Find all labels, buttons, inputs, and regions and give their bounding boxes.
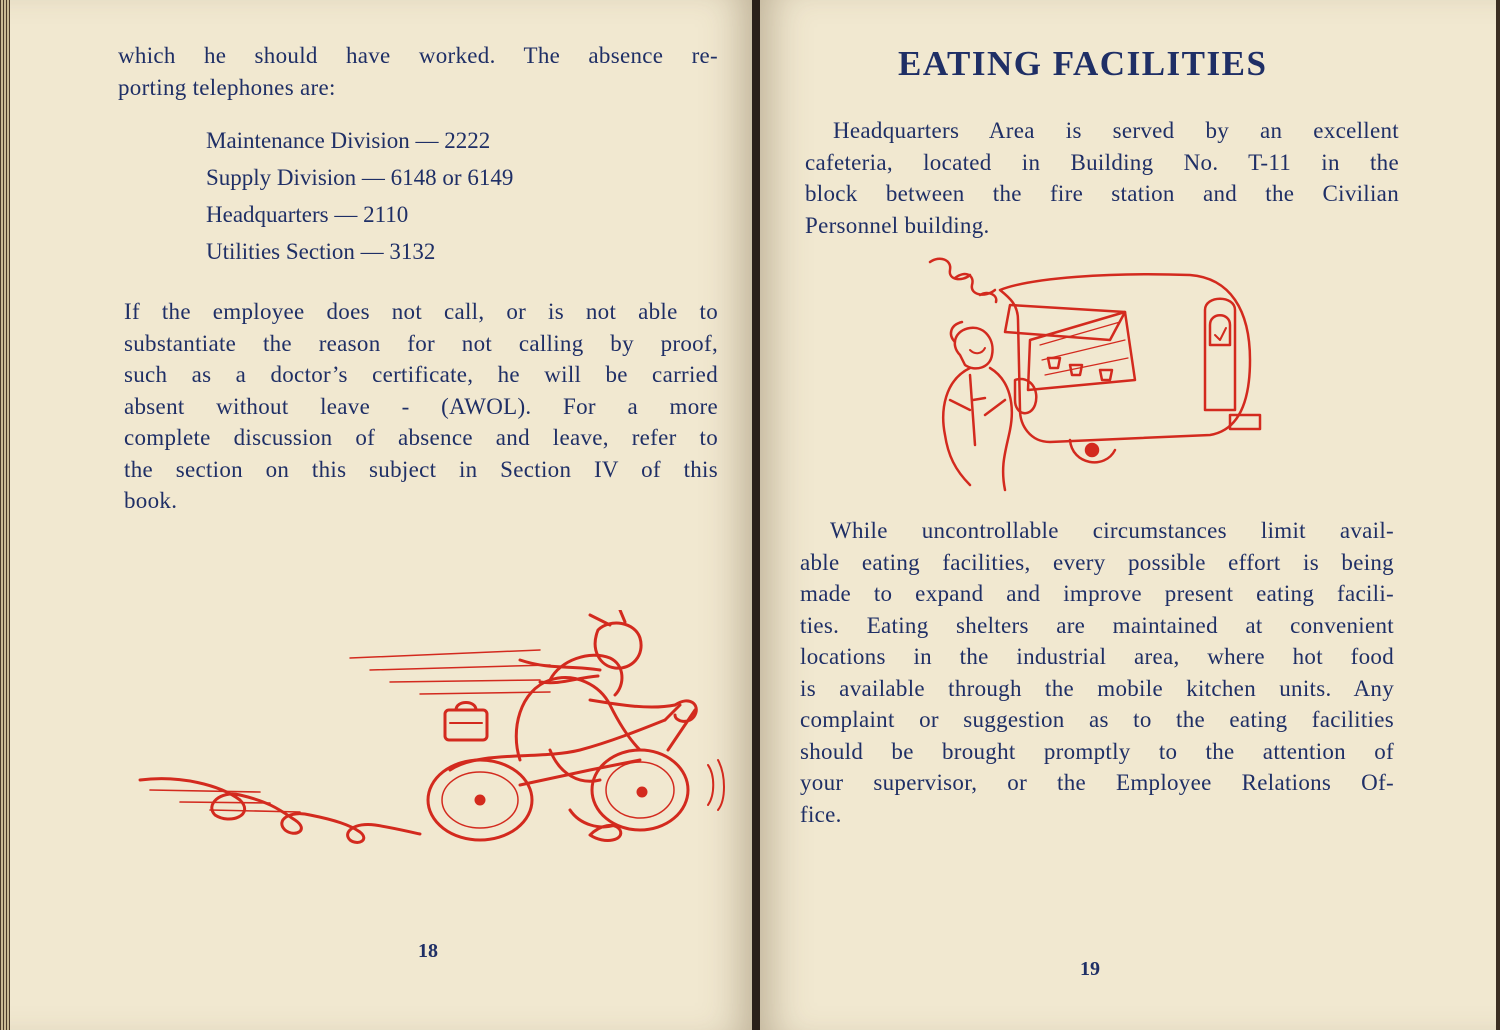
text-line: complaint or suggestion as to the eating facilities (800, 707, 1394, 732)
text-line: is available through the mobile kitchen units. Any (800, 675, 1394, 701)
page-number: 19 (1080, 958, 1100, 980)
text-line: able eating facilities, every possible effort is being (800, 549, 1394, 575)
page-title: EATING FACILITIES (898, 44, 1268, 83)
text-line: made to expand and improve present eating facili- (800, 581, 1394, 606)
page-number: 18 (418, 940, 438, 962)
text-line: fice. (800, 801, 842, 827)
text-line: locations in the industrial area, where hot food (800, 644, 1394, 669)
cafeteria-paragraph (805, 115, 1399, 241)
motorcycle-rider-icon (120, 610, 730, 850)
book-page-edges (0, 0, 10, 1030)
book-cover-edge (1496, 0, 1500, 1030)
absence-paragraph (124, 296, 718, 517)
text-line: ties. Eating shelters are maintained at convenient (800, 612, 1394, 638)
text-line: should be brought promptly to the attention of (800, 738, 1394, 764)
text-line: which he should have worked. The absence re- (118, 43, 718, 68)
right-page (760, 0, 1496, 1030)
text-line: Headquarters Area is served by an excellent (833, 118, 1399, 143)
text-line: absent without leave - (AWOL). For a more (124, 393, 718, 419)
text-line: porting telephones are: (118, 74, 336, 100)
text-line: the section on this subject in Section IV of this (124, 456, 718, 482)
text-line: If the employee does not call, or is not able to (124, 299, 718, 324)
phone-supply: Supply Division — 6148 or 6149 (206, 165, 514, 190)
phone-utilities: Utilities Section — 3132 (206, 239, 436, 264)
left-intro-text (118, 40, 718, 103)
left-page (10, 0, 752, 1030)
text-line: your supervisor, or the Employee Relations Of- (800, 770, 1394, 795)
text-line: While uncontrollable circumstances limit avail- (830, 518, 1394, 543)
text-line: Personnel building. (805, 212, 990, 238)
phone-maintenance: Maintenance Division — 2222 (206, 128, 491, 153)
text-line: complete discussion of absence and leave, refer to (124, 425, 718, 450)
eating-facilities-paragraph (800, 515, 1394, 830)
text-line: substantiate the reason for not calling by proof, (124, 330, 718, 356)
text-line: cafeteria, located in Building No. T-11 in the (805, 149, 1399, 175)
food-trailer-icon (910, 250, 1270, 510)
text-line: book. (124, 488, 178, 513)
text-line: such as a doctor’s certificate, he will be carried (124, 362, 718, 387)
book-spine (752, 0, 760, 1030)
text-line: block between the fire station and the Civilian (805, 181, 1399, 206)
phone-headquarters: Headquarters — 2110 (206, 202, 409, 227)
